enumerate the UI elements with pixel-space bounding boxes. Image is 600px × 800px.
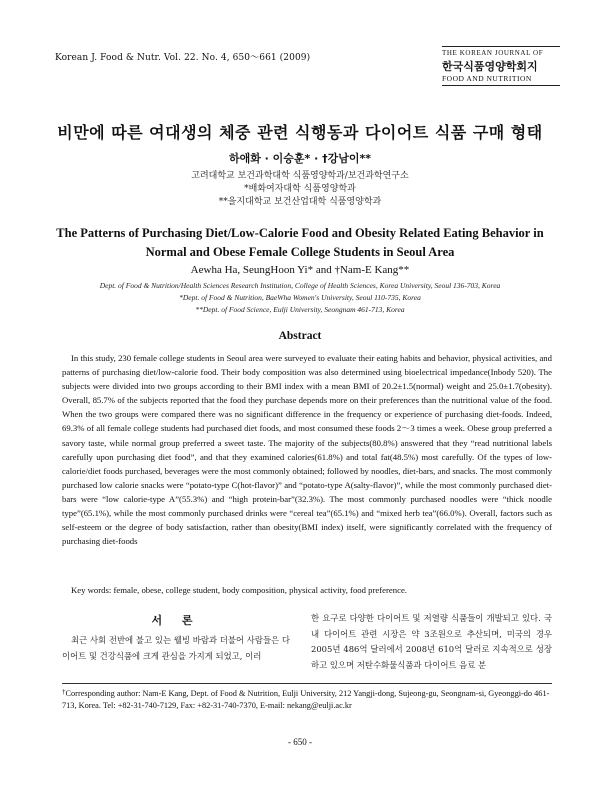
- intro-right-column: 한 요구로 다양한 다이어트 및 저열량 식품들이 개발되고 있다. 국내 다이어트 관련 시장은 약 3조원으로 추산되며, 미국의 경우 2005년 486억 달러에서 2008년 610억 달러로 지속적으로 성장하고 있으며 저탄수화물식품과 다이어트 음료 분: [311, 613, 552, 670]
- english-authors: Aewha Ha, SeungHoon Yi* and †Nam-E Kang**: [190, 264, 410, 276]
- abstract-text: In this study, 230 female college students in Seoul area were surveyed to evaluate their eating habits and behavior, physical activities, and patterns of purchasing diet/low-calorie food. Their body composition was also determined using bioelectrical impedance(Inbody 520). The subjects were divided into two groups according to their BMI index with a mean BMI of 20.2±1.5(normal) weight and 25.0±1.7(obesity). Overall, 85.7% of the subjects reported that the food they purchase depends more on their preferences than the nutritional value of the food. When the two groups were compared there was no significant difference in the frequency or experience of purchasing diet-foods. Indeed, 69.3% of all female college students had purchased diet foods, and most consumed these foods 2～3 times a week. Obese group preferred a savory taste, while normal group preferred a sweet taste. The majority of the subjects(80.8%) answered that they “read nutritional labels carefully upon purchasing diet food”, and that they examined calories(61.8%) and total fat(48.5%) most carefully. Of the types of low-calorie/diet foods purchased, beverages were the most commonly obtained; followed by noodles, diet-bars, and snacks. The most commonly purchased low calorie snacks were “potato-type C(hot-flavor)” and “potato-type A(salty-flavor)”, while the most commonly purchased diet-bars were “low calorie-type A”(55.3%) and “high protein-bar”(32.3%). The most commonly purchased noodles were “thick noodle type”(65.1%), while the most commonly purchased drinks were “cereal tea”(65.1%) and “mixed herb tea”(66.0%). Overall, factors such as self-esteem or the degree of body satisfaction, rather than obesity(BMI index) itself, were significantly correlated with the frequency of purchasing diet-foods: [62, 353, 552, 547]
- korean-affiliation-1: 고려대학교 보건과학대학 식품영양학과/보건과학연구소: [191, 171, 409, 181]
- korean-affiliation-2: *배화여자대학 식품영양학과: [244, 184, 356, 194]
- journal-masthead-line3: FOOD AND NUTRITION: [442, 74, 560, 86]
- intro-left-column: 최근 사회 전반에 불고 있는 웰빙 바람과 더불어 사람들은 다이어트 및 건강식품에 크게 관심을 가지게 되었고, 이러: [62, 635, 290, 661]
- footnote-text: Corresponding author: Nam-E Kang, Dept. of Food & Nutrition, Eulji University, 212 Yangji-dong, Sujeong-gu, Seongnam-si, Gyeonggi-do 461-713, Korea. Tel: +82-31-740-7129, Fax: +82-31-740-7370, E-mail: nekang@eulji.ac.kr: [62, 689, 550, 710]
- english-affiliation-1: Dept. of Food & Nutrition/Health Sciences Research Institution, College of Health Sciences, Korea University, Seoul 136-703, Korea: [99, 281, 501, 290]
- section-heading-introduction: 서 론: [151, 614, 201, 627]
- abstract-heading: Abstract: [278, 330, 322, 342]
- english-affiliation-3: **Dept. of Food Science, Eulji University, Seongnam 461-713, Korea: [195, 305, 405, 314]
- english-title: The Patterns of Purchasing Diet/Low-Calorie Food and Obesity Related Eating Behavior in Normal and Obese Female College Students in Seoul Area: [56, 226, 544, 259]
- journal-citation: Korean J. Food & Nutr. Vol. 22. No. 4, 650～661 (2009): [55, 53, 311, 63]
- footnote-divider: [62, 683, 552, 684]
- korean-affiliation-3: **을지대학교 보건산업대학 식품영양학과: [218, 197, 382, 207]
- journal-masthead-korean-title: 한국식품영양학회지: [442, 60, 538, 73]
- korean-authors: 하애화 · 이승훈* · †강남이**: [228, 152, 372, 165]
- journal-masthead: [442, 46, 560, 86]
- corresponding-author-footnote: [62, 686, 552, 712]
- english-affiliation-2: *Dept. of Food & Nutrition, BaeWha Women's University, Seoul 110-735, Korea: [179, 293, 421, 302]
- footnote-dagger: †: [62, 688, 66, 696]
- page-number: - 650 -: [288, 737, 312, 747]
- journal-masthead-line1: THE KOREAN JOURNAL OF: [442, 46, 560, 57]
- keywords: Key words: female, obese, college student, body composition, physical activity, food preference.: [71, 585, 407, 595]
- korean-title: 비만에 따른 여대생의 체중 관련 식행동과 다이어트 식품 구매 형태: [57, 123, 543, 142]
